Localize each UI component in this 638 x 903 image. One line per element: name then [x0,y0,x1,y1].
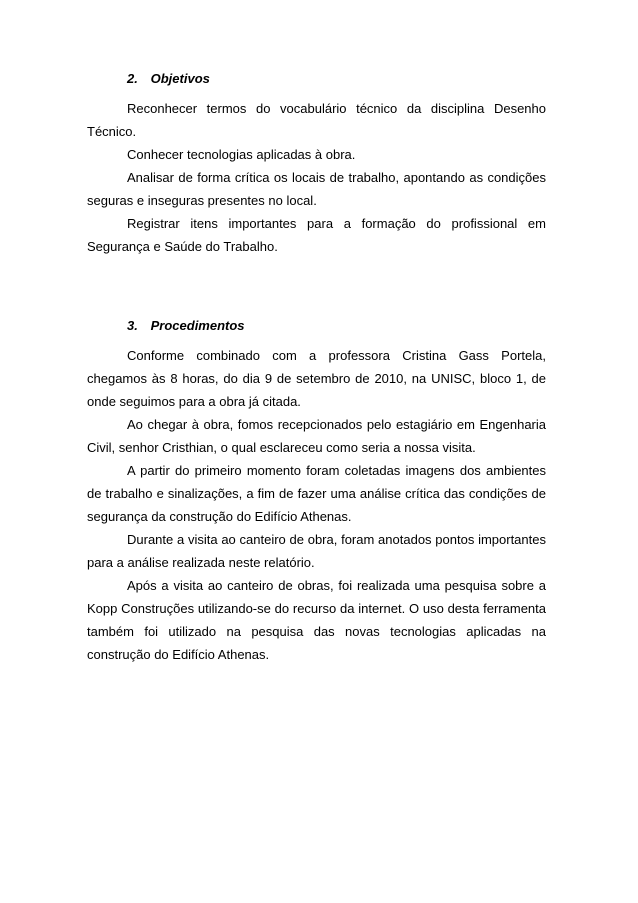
section-number: 2. [127,71,138,86]
paragraph: Conhecer tecnologias aplicadas à obra. [127,147,356,162]
section-title: Objetivos [150,71,210,86]
section-heading [127,314,546,337]
paragraph: Conforme combinado com a professora Cristina Gass Portela, chegamos às 8 horas, do dia 9 de setembro de 2010, na UNISC, bloco 1, de onde seguimos para a obra já citada. [87,348,546,409]
section-heading [127,67,546,90]
paragraph: Analisar de forma crítica os locais de trabalho, apontando as condições seguras e inseguras presentes no local. [87,170,546,208]
section-procedimentos [87,314,546,666]
paragraph: Reconhecer termos do vocabulário técnico da disciplina Desenho Técnico. [87,101,546,139]
section-spacer [87,258,546,314]
paragraph: Após a visita ao canteiro de obras, foi realizada uma pesquisa sobre a Kopp Construções utilizando-se do recurso da internet. O uso desta ferramenta também foi utilizado na pesquisa das novas tecnologias aplicadas na construção do Edifício Athenas. [87,578,546,662]
document-body [87,67,546,666]
paragraph: Durante a visita ao canteiro de obra, foram anotados pontos importantes para a análise realizada neste relatório. [87,532,546,570]
section-title: Procedimentos [150,318,245,333]
paragraph: A partir do primeiro momento foram coletadas imagens dos ambientes de trabalho e sinalizações, a fim de fazer uma análise crítica das condições de segurança da construção do Edifício Athenas. [87,463,546,524]
paragraph: Registrar itens importantes para a formação do profissional em Segurança e Saúde do Trabalho. [87,216,546,254]
section-objetivos [87,67,546,258]
paragraph: Ao chegar à obra, fomos recepcionados pelo estagiário em Engenharia Civil, senhor Cristhian, o qual esclareceu como seria a nossa visita. [87,417,546,455]
section-number: 3. [127,318,138,333]
